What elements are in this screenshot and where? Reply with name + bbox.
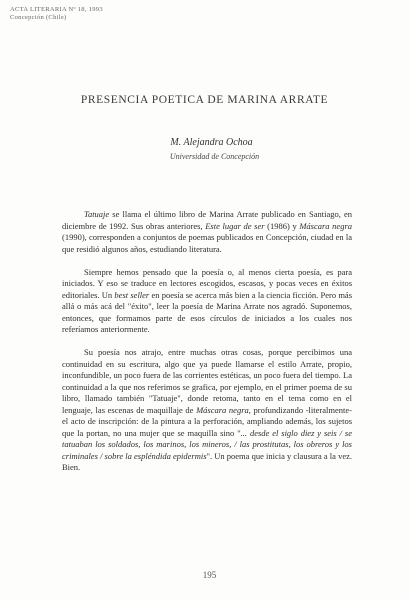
- text-run: (1990), corresponden a conjuntos de poemas publicados en Concepción, ciudad en la que residió algunos años, estudiando literatura.: [62, 232, 352, 254]
- italic-text: Tatuaje: [84, 209, 110, 219]
- italic-text: Este lugar de ser: [205, 220, 265, 231]
- article-title: PRESENCIA POETICA DE MARINA ARRATE: [80, 94, 329, 106]
- italic-text: Máscara negra: [299, 220, 352, 231]
- italic-text: Máscara negra: [196, 404, 249, 415]
- text-run: Su poesía nos atrajo, entre muchas otras cosas, porque percibimos una continuidad en su escritura, algo que ya puede llamarse el estilo Arrate, propio, inconfundible, un poco fuera de las corrientes estéticas, un poco fuera del tiempo. La continuidad a la que nos referimos se grafica, por ejemplo, en el primer poema de su libro, llamado también "Tatuaje", donde retoma, tanto en el tema como en el lenguaje, las escenas de maquillaje de: [62, 347, 352, 415]
- text-run: en poesía se acerca más bien a la ciencia ficción. Pero más allá o más acá del "éxito", leer la poesía de Marina Arrate nos agradó. Suponemos, entonces, que formamos parte de esos círculos de iniciados a los cuales nos referíamos anteriormente.: [62, 289, 353, 334]
- text-run: se llama el último libro de Marina Arrate publicado en Santiago, en diciembre de 1992. Sus obras anteriores,: [62, 209, 352, 231]
- journal-location: Concepción (Chile): [10, 14, 67, 21]
- text-run: (1986) y: [264, 220, 300, 231]
- body-paragraph: [62, 347, 352, 474]
- author-name: M. Alejandra Ochoa: [170, 137, 253, 148]
- body-paragraph: [62, 209, 352, 255]
- text-run: ". Un poema que inicia y clausura a la vez. Bien.: [62, 450, 352, 472]
- journal-name: ACTA LITERARIA Nº 18, 1993: [10, 6, 103, 13]
- italic-text: best seller: [114, 289, 150, 300]
- body-paragraph: [62, 267, 352, 336]
- text-run: Siempre hemos pensado que la poesía o, al menos cierta poesía, es para iniciados. Y eso se traduce en lectores escogidos, escasos, y pocas veces en éxitos editoriales. Un: [62, 266, 352, 300]
- article-body: [62, 209, 352, 485]
- italic-text: ... desde el siglo diez y seis / se tatuaban los soldados, los marinos, los mineros, / las prostitutas, los obreros y los criminales / sobre la espléndida epidermis: [62, 427, 352, 461]
- running-head: [10, 6, 103, 22]
- text-run: , profundizando -literalmente- el acto de inscripción: de la pintura a la perforación, ampliando además, los sujetos que la portan, no una mujer que se maquilla sino ": [62, 404, 352, 438]
- author-affiliation: Universidad de Concepción: [169, 152, 260, 161]
- page-number: 195: [202, 570, 217, 580]
